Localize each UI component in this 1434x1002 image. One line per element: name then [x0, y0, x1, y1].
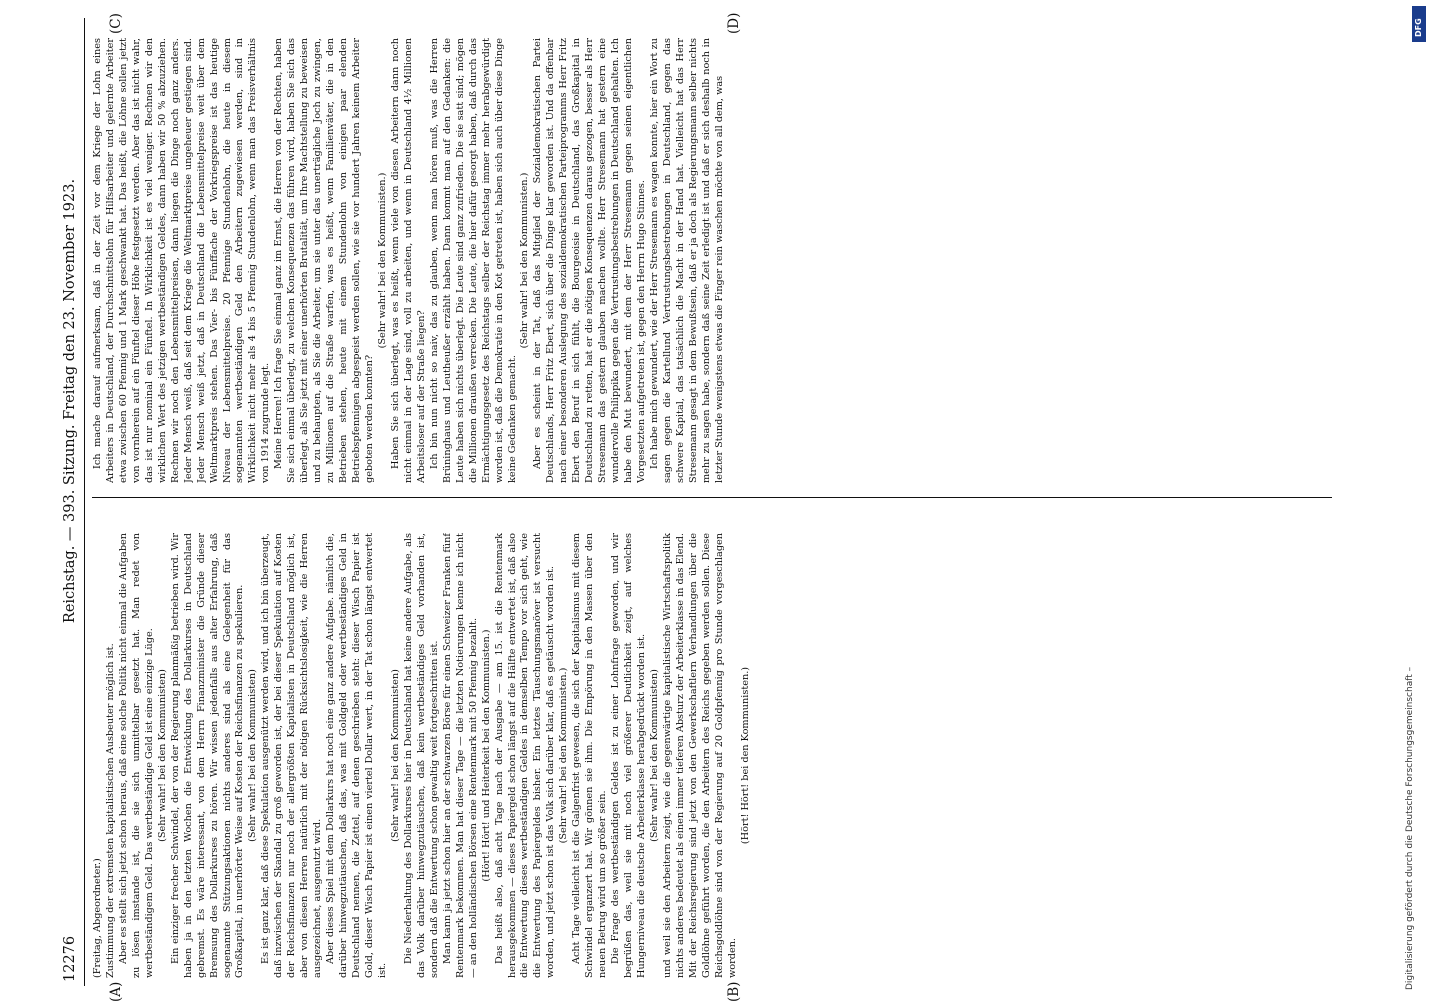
interjection: (Sehr wahr! bei den Kommunisten): [648, 669, 660, 842]
paragraph: und weil sie den Arbeitern zeigt, wie die gegenwärtige kapitalistische Wirtschaftspolitik nichts anderes bedeutet als einen immer tieferen Absturz der Arbeiterklasse in das Elend. Mit der Reichsregierung sind jetzt von den Gewerkschaftlern Verhandlungen über die Goldlöhne geführt worden, die den Arbeitern des Reichs gegeben werden sollen. Diese Reichsgoldlöhne sind von der Regierung auf 20 Goldpfennig pro Stunde vorgeschlagen worden.: [661, 533, 738, 978]
margin-mark-b: (B): [726, 981, 742, 1002]
margin-mark-c: (C): [108, 13, 124, 34]
right-column: [92, 38, 1332, 483]
credit-text: Digitalisierung gefördert durch die Deutsche Forschungsgemeinschaft –: [1405, 666, 1415, 990]
interjection: (Hört! Hört! und Heiterkeit bei den Kommunisten.): [480, 629, 492, 882]
interjection: (Sehr wahr! bei den Kommunisten.): [519, 172, 531, 349]
paragraph: Man kann ja jetzt schon hier an der schwarzen Börse für einen Schweizer Franken fünf Rentenmark bekommen. Man hat dieser Tage — die letzten Notierungen kenne ich nicht — an den holländischen Börsen eine Rentenmark mit 50 Pfennig bezahlt.: [441, 533, 479, 978]
interjection: (Sehr wahr! bei den Kommunisten.): [558, 667, 570, 844]
paragraph: Ein einziger frecher Schwindel, der von der Regierung planmäßig betrieben wird. Wir haben ja in den letzten Wochen die Entwicklung des Dollarkurses in Deutschland gebremst. Es wäre interessant, von dem Herrn Finanzminister die Gründe dieser Bremsung des Dollarkurses zu hören. Wir wissen jedenfalls aus alter Erfahrung, daß sogenannte Stützungsaktionen nichts anderes sind als eine Gelegenheit für das Großkapital, in unerhörter Weise auf Kosten der Reichsfinanzen zu spekulieren.: [169, 533, 246, 978]
paragraph: Meine Herren! Ich frage Sie einmal ganz im Ernst, die Herren von der Rechten, haben Sie sich einmal überlegt, zu welchen Konsequenzen das führen wird, haben Sie sich das überlegt, als Sie jetzt mit einer unerhörten Brutalität, um Ihre Machtstellung zu beweisen und zu behaupten, als Sie die Arbeiter, um sie unter das unerträgliche Joch zu zwingen, zu Millionen auf die Straße warfen, was es heißt, wenn Familienväter, die in den Betrieben stehen, heute mit einem Stundenlohn von einigen paar elenden Betriebspfennigen abgespeist werden sollen, wie sie vor hundert Jahren keinem Arbeiter geboten werden konnten?: [273, 38, 376, 483]
paragraph: Das heißt also, daß acht Tage nach der Ausgabe — am 15. ist die Rentenmark herausgekommen — dieses Papiergeld schon längst auf die Hälfte entwertet ist, daß also die Entwertung dieses wertbeständigen Geldes in demselben Tempo vor sich geht, wie die Entwertung des Papiergeldes bisher. Ein letztes Täuschungsmanöver ist versucht worden, und jetzt schon ist das Volk sich darüber klar, daß es getäuscht worden ist.: [493, 533, 557, 978]
paragraph: Die Frage des wertbeständigen Geldes ist zu einer Lohnfrage geworden, und wir begrüßen das, weil sie mit noch viel größerer Deutlichkeit zeigt, auf welches Hungerniveau die deutsche Arbeiterklasse herabgedrückt worden ist.: [610, 533, 648, 978]
speaker-line: (Freitag, Abgeordneter.): [92, 858, 103, 978]
margin-mark-a: (A): [108, 981, 124, 1002]
dfg-logo-text: DFG: [1414, 18, 1423, 37]
paragraph: Ich mache darauf aufmerksam, daß in der Zeit vor dem Kriege der Lohn eines Arbeiters in Deutschland, der Durchschnittslohn für Hilfsarbeiter und gelernte Arbeiter etwa zwischen 60 Pfennig und 1 Mark geschwankt hat. Das heißt, die Löhne sollen jetzt von vornherein auf ein Fünftel dieser Höhe festgesetzt werden. Aber das ist nicht wahr, das ist nur nominal ein Fünftel. In Wirklichkeit ist es viel weniger. Rechnen wir den wirklichen Wert des jetzigen wertbeständigen Geldes, dann haben wir 50 % abzuziehen. Rechnen wir noch den Lebensmittelpreisen, dann liegen die Dinge noch ganz anders. Jeder Mensch weiß, daß seit dem Kriege die Weltmarktpreise ungeheuer gestiegen sind. Jeder Mensch weiß jetzt, daß in Deutschland die Lebensmittelpreise weit über dem Weltmarktpreis stehen. Das Vier- bis Fünffache der Vorkriegspreise ist das heutige Niveau der Lebensmittelpreise. 20 Pfennige Stundenlohn, die heute in diesem sogenannten wertbeständigen Geld den Arbeitern zugewiesen werden, sind in Wirklichkeit nicht mehr als 4 bis 5 Pfennig Stundenlohn, wenn man das Preisverhältnis von 1914 zugrunde legt.: [92, 38, 272, 483]
page-number: 12276: [62, 935, 78, 982]
paragraph: Acht Tage vielleicht ist die Galgenfrist gewesen, die sich der Kapitalismus mit diesem Schwindel erganzert hat. Wir gönnen sie ihm. Die Empörung in den Massen über den neuen Betrug wird um so größer sein.: [571, 533, 609, 978]
paragraph: Haben Sie sich überlegt, was es heißt, wenn viele von diesen Arbeitern dann noch nicht einmal in der Lage sind, voll zu arbeiten, und wenn in Deutschland 4½ Millionen Arbeitsloser auf der Straße liegen?: [389, 38, 427, 483]
column-divider: [92, 497, 1332, 498]
paragraph: Zustimmung der extremsten kapitalistischen Ausbeuter möglich ist.: [104, 643, 116, 978]
paragraph: Ich bin nun nicht so naiv, das zu glauben, wenn man hören muß, was die Herren Brüninghaus und Leutheußer erzählt haben. Dann kommt man auf den Gedanken: die Leute haben sich nichts überlegt. Die Leute sind ganz zufrieden. Die sie satt sind; mögen die Millionen draußen verrecken. Die Leute, die hier dafür gesorgt haben, daß durch das Ermächtigungsgesetz des Reichstags selber der Reichstag immer mehr herabgewürdigt worden ist, daß die Demokratie in den Kot getreten ist, haben sich auch über diese Dinge keine Gedanken gemacht.: [428, 38, 518, 483]
paragraph: Aber dieses Spiel mit dem Dollarkurs hat noch eine ganz andere Aufgabe. nämlich die, darüber hinwegzutäuschen, daß das, was mit Goldgeld oder wertbeständiges Geld in Deutschland nennen, die Zettel, auf denen geschrieben steht: dieser Wisch Papier ist Gold, dieser Wisch Papier ist einen viertel Dollar wert, in der Tat schon längst entwertet ist.: [325, 533, 388, 978]
dfg-logo: [1412, 6, 1426, 42]
paragraph: Ich habe mich gewundert, wie der Herr Stresemann es wagen konnte, hier ein Wort zu sagen gegen die Kartellund Vertrustungsbestrebungen in Deutschland, gegen das schwere Kapital, das tatsächlich die Macht in der Hand hat. Vielleicht hat das Herr Stresemann gesagt in dem Bewußtsein, daß er ja doch als Regierungsmann selber nichts mehr zu sagen habe, sondern daß seine Zeit erledigt ist und daß er sich deshalb noch in letzter Stunde wenigstens etwas die Finger rein waschen möchte von all dem, was: [648, 38, 725, 483]
interjection: (Sehr wahr! bei den Kommunisten): [247, 669, 259, 842]
interjection: (Sehr wahr! bei den Kommunisten.): [376, 172, 388, 349]
interjection: (Hört! Hört! bei den Kommunisten.): [739, 666, 751, 845]
session-title: Reichstag. — 393. Sitzung. Freitag den 23. November 1923.: [62, 178, 78, 624]
margin-mark-d: (D): [726, 12, 742, 34]
left-column: [92, 533, 1332, 978]
interjection: (Sehr wahr! bei den Kommunisten): [389, 669, 401, 842]
paragraph: Aber es stellt sich jetzt schon heraus, daß eine solche Politik nicht einmal die Aufgaben zu lösen imstande ist, die sie sich unmittelbar gesetzt hat. Man redet von wertbeständigem Geld. Das wertbeständige Geld ist eine einzige Lüge.: [117, 533, 155, 978]
running-header: [60, 18, 85, 986]
digitization-credit: [1405, 230, 1429, 990]
paragraph: Aber es scheint in der Tat, daß das Mitglied der Sozialdemokratischen Partei Deutschlands, Herr Fritz Ebert, sich über die Dinge klar geworden ist. Und da offenbar nach einer besonderen Auslegung des sozialdemokratischen Parteiprogramms Herr Fritz Ebert den Beruf in sich fühlt, die Bourgeoisie in Deutschland, das Großkapital in Deutschland zu retten, hat er die nötigen Konsequenzen daraus gezogen, besser als Herr Stresemann das gestern glauben machen wollte. Herr Stresemann hat gestern eine wundervolle Philippika gegen die Vertrustungsbestrebungen in Deutschland gehalten. Ich habe den Mut bewundert, mit dem der Herr Stresemann gegen seinen eigentlichen Vorgesetzten aufgetreten ist, gegen den Herrn Hugo Stinnes.: [532, 38, 648, 483]
interjection: (Sehr wahr! bei den Kommunisten): [156, 669, 168, 842]
paragraph: Es ist ganz klar, daß diese Spekulation ausgenützt werden wird, und ich bin überzeugt, daß inzwischen der Skandal zu groß geworden ist, der bei dieser Spekulation auf Kosten der Reichsfinanzen nur noch der allergrößten Kapitalisten in Deutschland möglich ist, aber von diesen Herren natürlich mit der nötigen Rücksichtslosigkeit, wie die Herren ausgezeichnet, ausgenutzt wird.: [260, 533, 324, 978]
paragraph: Die Niederhaltung des Dollarkurses hier in Deutschland hat keine andere Aufgabe, als das Volk darüber hinwegzutäuschen, daß kein wertbeständiges Geld vorhanden ist, sondern daß die Entwertung schon gewaltig weit fortgeschritten ist.: [402, 533, 440, 978]
